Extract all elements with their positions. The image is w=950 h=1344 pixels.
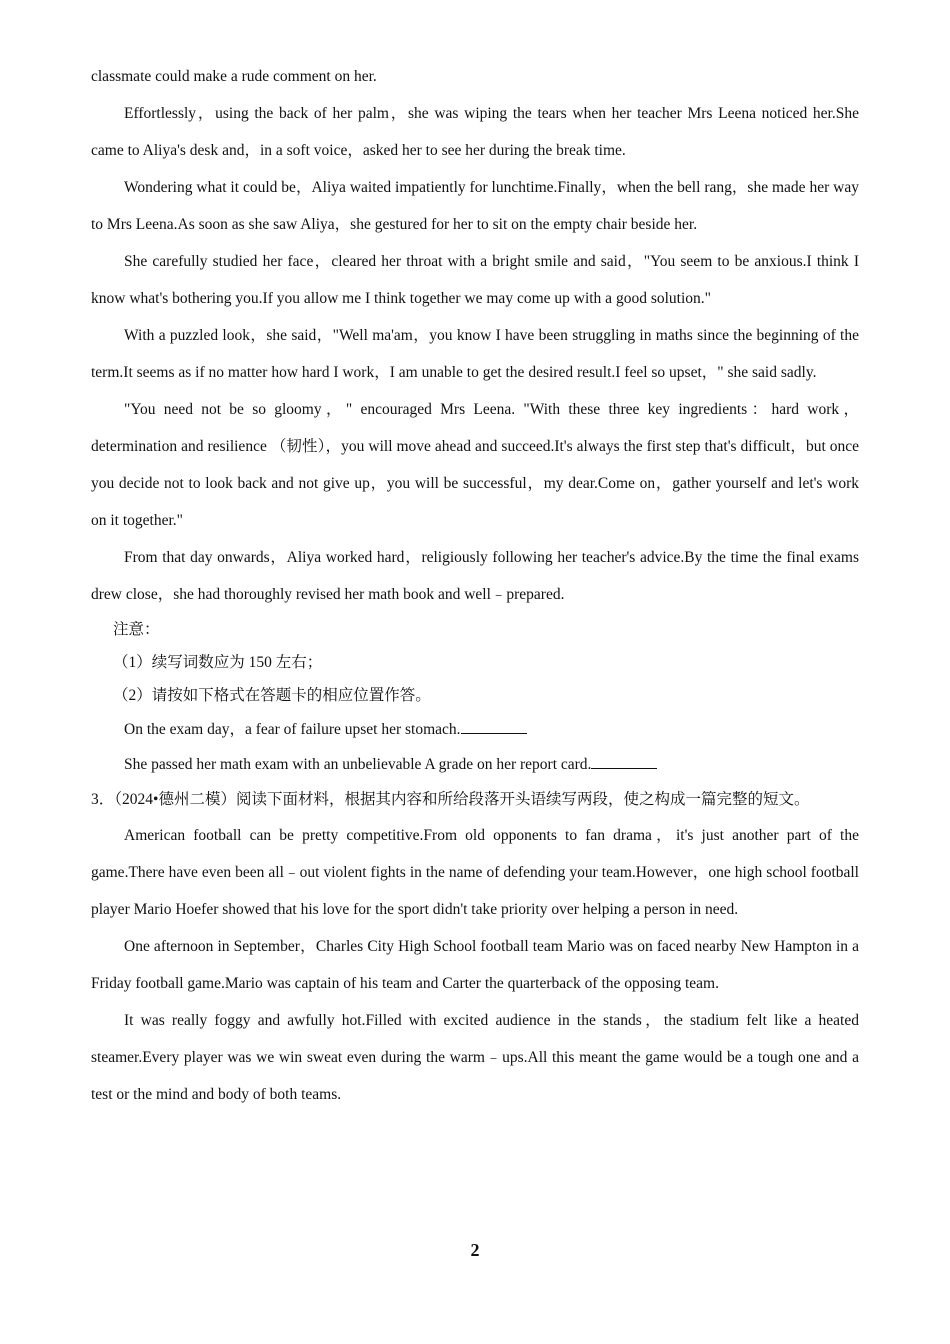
note-item: （2）请按如下格式在答题卡的相应位置作答。 bbox=[113, 687, 431, 704]
page-content bbox=[91, 58, 859, 1113]
answer-blank bbox=[461, 732, 527, 734]
note-item: （1）续写词数应为 150 左右； bbox=[113, 654, 323, 671]
answer-blank bbox=[591, 767, 657, 769]
passage-paragraph: Effortlessly，using the back of her palm，she was wiping the tears when her teacher Mrs Leena noticed her.She came to Aliya's desk and，in a soft voice，asked her to see her during the break time. bbox=[91, 105, 859, 159]
passage-paragraph: She carefully studied her face，cleared her throat with a bright smile and said，"You seem to be anxious.I think I know what's bothering you.If you allow me I think together we may come up with a good solution." bbox=[91, 253, 859, 307]
page-number: 2 bbox=[470, 1240, 480, 1260]
passage-paragraph: It was really foggy and awfully hot.Filled with excited audience in the stands，the stadium felt like a heated steamer.Every player was we win sweat even during the warm﹣ups.All this meant the game would be a tough one and a test or the mind and body of both teams. bbox=[91, 1012, 859, 1103]
passage-paragraph: With a puzzled look，she said，"Well ma'am，you know I have been struggling in maths since the beginning of the term.It seems as if no matter how hard I work，I am unable to get the desired result.I feel so upset，" she said sadly. bbox=[91, 327, 859, 381]
passage-paragraph: Wondering what it could be，Aliya waited impatiently for lunchtime.Finally，when the bell rang，she made her way to Mrs Leena.As soon as she saw Aliya，she gestured for her to sit on the empty chair beside her. bbox=[91, 179, 859, 233]
passage-paragraph: classmate could make a rude comment on her. bbox=[91, 68, 377, 85]
note-title: 注意： bbox=[113, 621, 160, 638]
passage-paragraph: One afternoon in September，Charles City High School football team Mario was on faced nearby New Hampton in a Friday football game.Mario was captain of his team and Carter the quarterback of the opposing team. bbox=[91, 938, 859, 992]
passage-paragraph: "You need not be so gloomy，" encouraged Mrs Leena. "With these three key ingredients：hard work，determination and resilience （韧性），you will move ahead and succeed.It's always the first step that's difficult，but once you decide not to look back and not give up，you will be successful，my dear.Come on，gather yourself and let's work on it together." bbox=[91, 401, 859, 529]
continuation-prompt bbox=[91, 712, 859, 747]
question-number: 3． bbox=[91, 791, 115, 808]
continuation-prompt bbox=[91, 747, 859, 782]
question-header bbox=[91, 782, 859, 817]
passage-paragraph: From that day onwards，Aliya worked hard，religiously following her teacher's advice.By the time the final exams drew close，she had thoroughly revised her math book and well﹣prepared. bbox=[91, 549, 859, 603]
prompt-text: On the exam day，a fear of failure upset her stomach. bbox=[124, 721, 461, 738]
prompt-text: She passed her math exam with an unbelievable A grade on her report card. bbox=[124, 756, 592, 773]
passage-paragraph: American football can be pretty competitive.From old opponents to fan drama，it's just another part of the game.There have even been all﹣out violent fights in the name of defending your team.However，one high school football player Mario Hoefer showed that his love for the sport didn't take priority over helping a person in need. bbox=[91, 827, 859, 918]
question-instruction: （2024•德州二模）阅读下面材料，根据其内容和所给段落开头语续写两段，使之构成一篇完整的短文。 bbox=[114, 791, 810, 808]
